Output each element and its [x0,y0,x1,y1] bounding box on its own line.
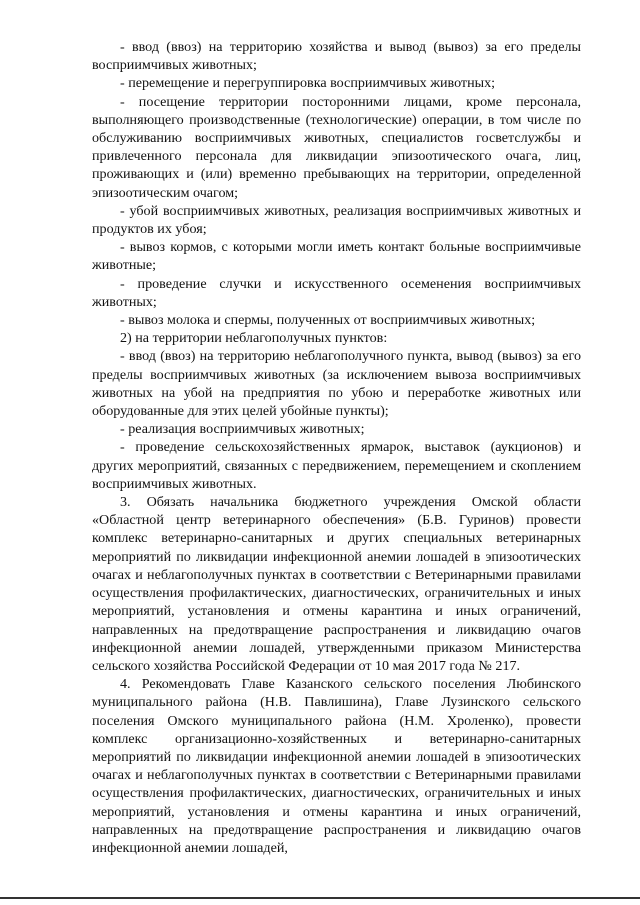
paragraph-feed-removal: - вывоз кормов, с которыми могли иметь контакт больные восприимчивые животные; [92,239,581,274]
paragraph-unfavorable-import: - ввод (ввоз) на территорию неблагополучного пункта, вывод (вывоз) за его пределы восприимчивых животных (за исключением вывоза восприимчивых животных на убой на предприятия по убою и переработке животных или оборудованные для этих целей убойные пункты); [92,348,581,420]
paragraph-milk-removal: - вывоз молока и спермы, полученных от восприимчивых животных; [120,312,536,329]
paragraph-sale: - реализация восприимчивых животных; [120,421,365,438]
paragraph-import-export: - ввод (ввоз) на территорию хозяйства и вывод (вывоз) за его пределы восприимчивых животных; [92,39,581,74]
paragraph-section-2: 2) на территории неблагополучных пунктов: [120,330,388,347]
paragraph-item-4: 4. Рекомендовать Главе Казанского сельского поселения Любинского муниципального района (Н.В. Павлишина), Главе Лузинского сельского поселения Омского муниципального района (Н.М. Хроленко), провести комплекс организационно-хозяйственных и ветеринарно-санитарных мероприятий по ликвидации инфекционной анемии лошадей в эпизоотических очагах и неблагополучных пунктах в соответствии с Ветеринарными правилами осуществления профилактических, диагностических, ограничительных и иных мероприятий, установления и отмены карантина и иных ограничений, направленных на предотвращение распространения и ликвидацию очагов инфекционной анемии лошадей, [92,676,581,856]
paragraph-breeding: - проведение случки и искусственного осеменения восприимчивых животных; [92,275,581,310]
paragraph-visits: - посещение территории посторонними лицами, кроме персонала, выполняющего производственные (технологические) операции, в том числе по обслуживанию восприимчивых животных, специалистов госветслужбы и привлеченного персонала для ликвидации эпизоотического очага, лиц, проживающих и (или) временно пребывающих на территории, определенной эпизоотическим очагом; [92,93,581,201]
paragraph-item-3: 3. Обязать начальника бюджетного учреждения Омской области «Областной центр ветеринарного обеспечения» (Б.В. Гуринов) провести комплекс ветеринарно-санитарных и других специальных ветеринарных мероприятий по ликвидации инфекционной анемии лошадей в эпизоотических очагах и неблагополучных пунктах в соответствии с Ветеринарными правилами осуществления профилактических, диагностических, ограничительных и иных мероприятий, установления и отмены карантина и иных ограничений, направленных на предотвращение распространения и ликвидацию очагов инфекционной анемии лошадей, утвержденными приказом Министерства сельского хозяйства Российской Федерации от 10 мая 2017 года № 217. [92,494,581,674]
paragraph-fairs: - проведение сельскохозяйственных ярмарок, выставок (аукционов) и других мероприятий, связанных с передвижением, перемещением и скоплением восприимчивых животных. [92,439,581,492]
paragraph-slaughter: - убой восприимчивых животных, реализация восприимчивых животных и продуктов их убоя; [92,202,581,238]
paragraph-regrouping: - перемещение и перегруппировка восприимчивых животных; [120,75,496,92]
page-bottom-edge [0,897,640,899]
document-body [92,38,581,857]
